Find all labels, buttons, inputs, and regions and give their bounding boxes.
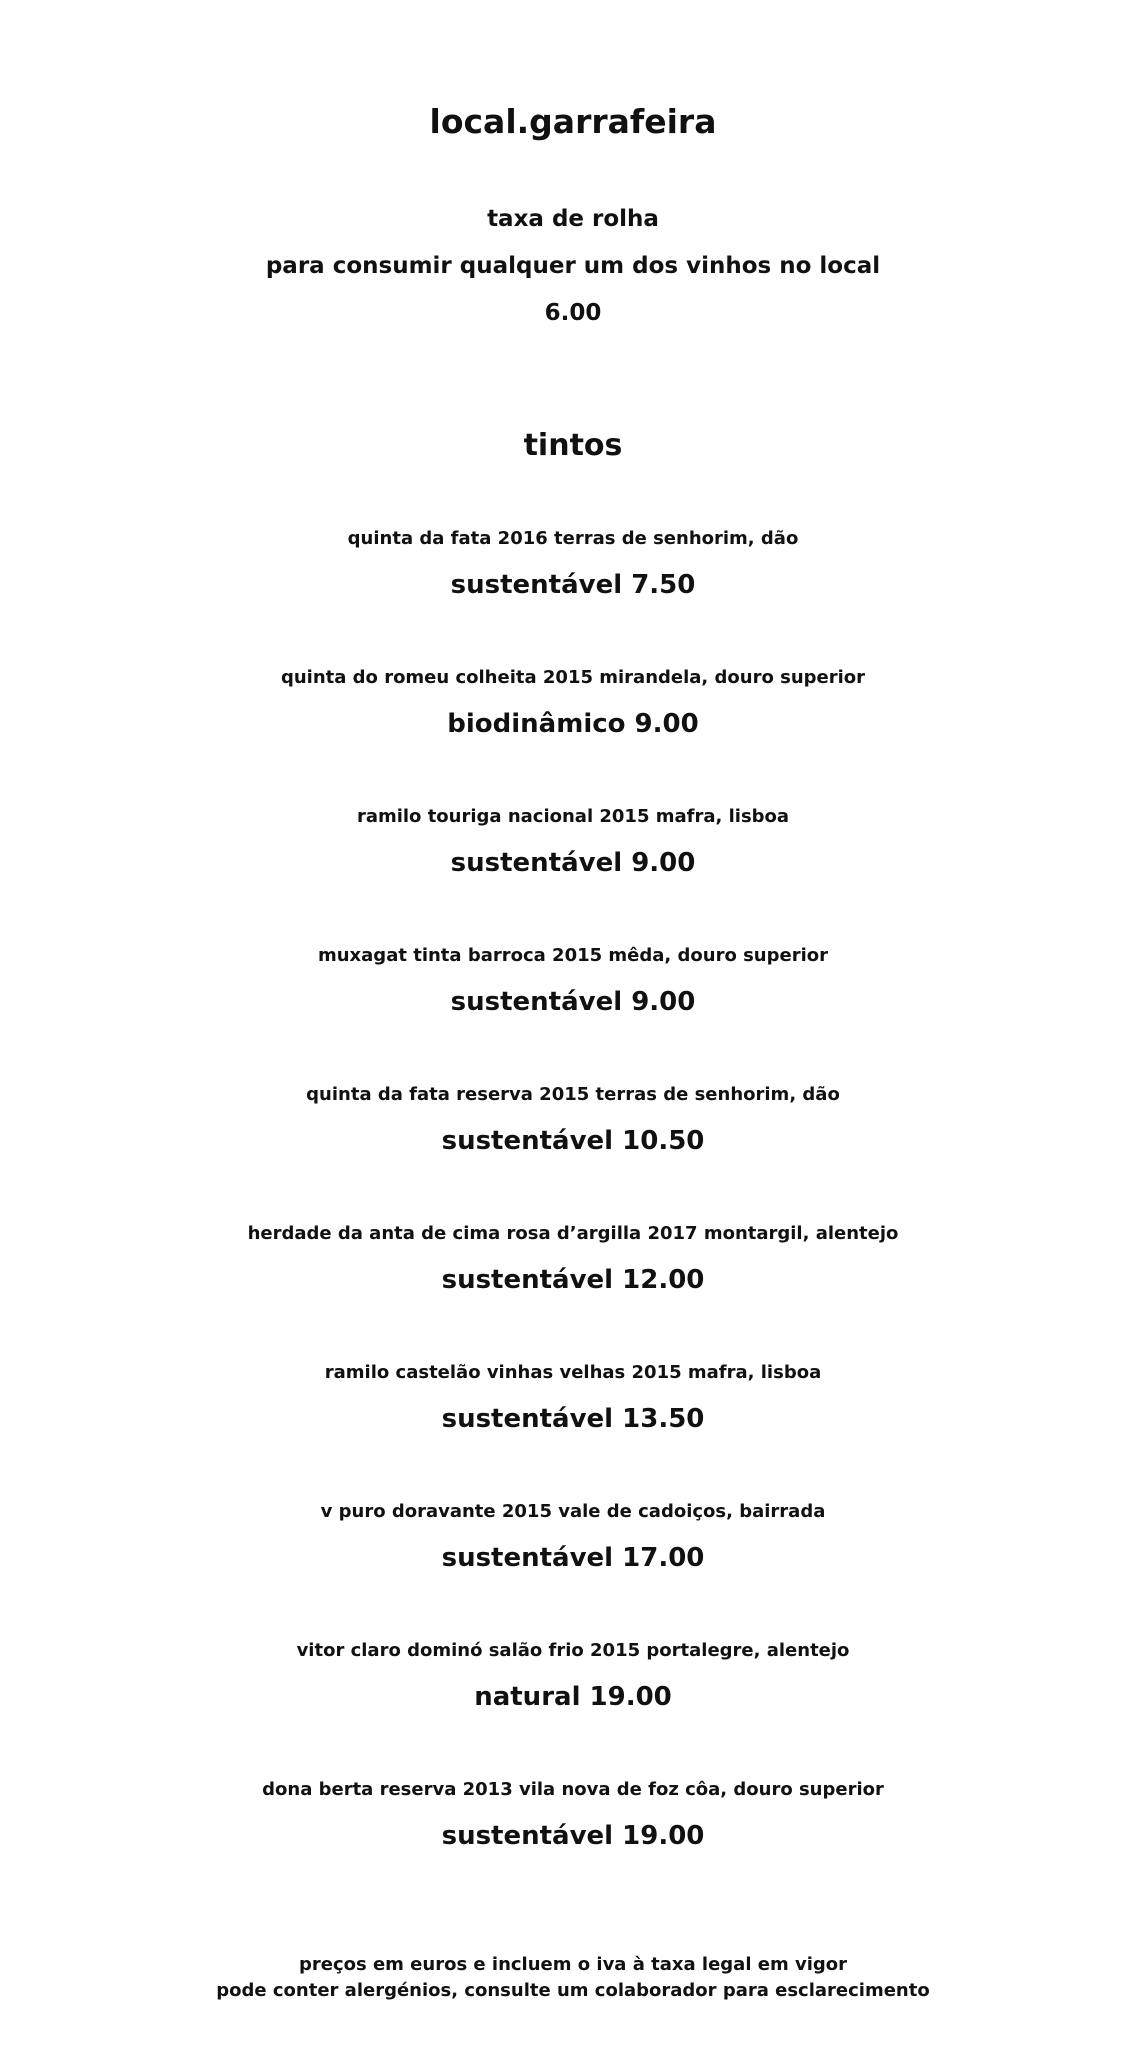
section-title-tintos: tintos <box>523 428 623 463</box>
wine-name: quinta da fata reserva 2015 terras de senhorim, dão <box>306 1084 840 1105</box>
wine-name: quinta da fata 2016 terras de senhorim, dão <box>347 528 799 549</box>
wine-name: ramilo castelão vinhas velhas 2015 mafra, lisboa <box>324 1362 822 1383</box>
corkage-fee-block <box>0 196 1146 337</box>
wine-details: biodinâmico 9.00 <box>447 709 699 739</box>
corkage-description: para consumir qualquer um dos vinhos no local <box>265 253 881 279</box>
wine-details: sustentável 7.50 <box>450 570 696 600</box>
wine-details: sustentável 19.00 <box>441 1821 705 1851</box>
wine-name: vitor claro dominó salão frio 2015 portalegre, alentejo <box>296 1640 850 1661</box>
wine-details: sustentável 9.00 <box>450 987 696 1017</box>
wine-details: natural 19.00 <box>474 1682 672 1712</box>
wine-item <box>0 933 1146 1072</box>
wine-name: ramilo touriga nacional 2015 mafra, lisboa <box>356 806 790 827</box>
wine-item <box>0 655 1146 794</box>
wine-details: sustentável 9.00 <box>450 848 696 878</box>
wine-name: v puro doravante 2015 vale de cadoiços, bairrada <box>320 1501 826 1522</box>
wine-details: sustentável 17.00 <box>441 1543 705 1573</box>
footer-allergen-note: pode conter alergénios, consulte um colaborador para esclarecimento <box>216 1980 930 2001</box>
wine-item <box>0 1350 1146 1489</box>
wine-details: sustentável 12.00 <box>441 1265 705 1295</box>
corkage-price: 6.00 <box>544 300 602 326</box>
wine-details: sustentável 10.50 <box>441 1126 705 1156</box>
footer-price-note: preços em euros e incluem o iva à taxa legal em vigor <box>298 1954 848 1975</box>
wine-item <box>0 794 1146 933</box>
wine-item <box>0 1628 1146 1767</box>
wine-item <box>0 1211 1146 1350</box>
wine-list <box>0 516 1146 1906</box>
wine-name: muxagat tinta barroca 2015 mêda, douro superior <box>317 945 829 966</box>
wine-name: quinta do romeu colheita 2015 mirandela, douro superior <box>280 667 866 688</box>
footer-notes <box>0 1952 1146 2004</box>
page-title: local.garrafeira <box>429 102 717 141</box>
wine-name: herdade da anta de cima rosa d’argilla 2017 montargil, alentejo <box>247 1223 899 1244</box>
wine-details: sustentável 13.50 <box>441 1404 705 1434</box>
wine-item <box>0 516 1146 655</box>
corkage-label: taxa de rolha <box>487 206 659 232</box>
wine-name: dona berta reserva 2013 vila nova de foz côa, douro superior <box>262 1779 884 1800</box>
wine-item <box>0 1072 1146 1211</box>
wine-item <box>0 1767 1146 1906</box>
wine-item <box>0 1489 1146 1628</box>
